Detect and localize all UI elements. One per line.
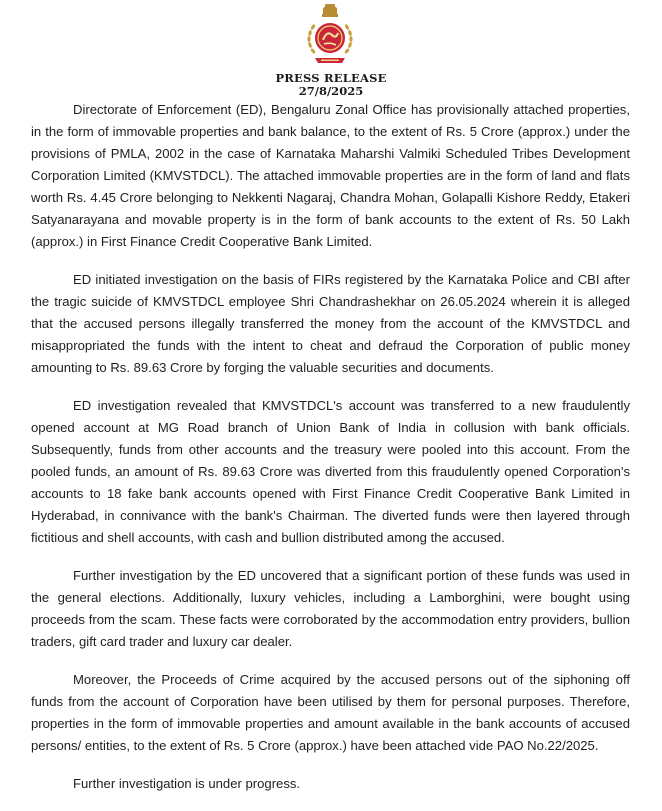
paragraph-further-investigation: Further investigation is under progress. xyxy=(73,776,301,791)
enforcement-directorate-emblem-icon xyxy=(301,2,359,68)
paragraph-proceeds-of-crime: Moreover, the Proceeds of Crime acquired by the accused persons out of the siphoning off funds from the account of Corporation have been utilised by them for personal purposes. Therefore, properties in the form of immovable properties and amount available in the bank accounts of accused persons/ entities, to the extent of Rs. 5 Crore (approx.) have been attached vide PAO No.22/2025. xyxy=(31,672,630,753)
press-release-title: PRESS RELEASE xyxy=(275,71,387,85)
paragraph-fund-diversion: ED investigation revealed that KMVSTDCL's account was transferred to a new fraudulently opened account at MG Road branch of Union Bank of India in collusion with bank officials. Subsequently, funds from other accounts and the treasury were pooled into this account. From the pooled funds, an amount of Rs. 89.63 Crore was diverted from this fraudulently opened Corporation's accounts to 18 fake bank accounts opened with First Finance Credit Cooperative Bank Limited in Hyderabad, in connivance with the bank's Chairman. The diverted funds were then layered through fictitious and shell accounts, with cash and bullion distributed among the accused. xyxy=(31,398,630,545)
paragraph-attachment-summary: Directorate of Enforcement (ED), Bengaluru Zonal Office has provisionally attached properties, in the form of immovable properties and bank balance, to the extent of Rs. 5 Crore (approx.) under the provisions of PMLA, 2002 in the case of Karnataka Maharshi Valmiki Scheduled Tribes Development Corporation Limited (KMVSTDCL). The attached immovable properties are in the form of land and flats worth Rs. 4.45 Crore belonging to Nekkenti Nagaraj, Chandra Mohan, Golapalli Kishore Reddy, Etakeri Satyanarayana and movable property is in the form of bank accounts to the extent of Rs. 50 Lakh (approx.) in First Finance Credit Cooperative Bank Limited. xyxy=(31,102,630,249)
paragraph-use-of-funds: Further investigation by the ED uncovered that a significant portion of these funds was used in the general elections. Additionally, luxury vehicles, including a Lamborghini, were bought using proceeds from the scam. These facts were corroborated by the accommodation entry providers, bullion traders, gift card trader and luxury car dealer. xyxy=(31,568,630,649)
press-release-body xyxy=(31,99,630,811)
paragraph-investigation-origin: ED initiated investigation on the basis of FIRs registered by the Karnataka Police and CBI after the tragic suicide of KMVSTDCL employee Shri Chandrashekhar on 26.05.2024 wherein it is alleged that the accused persons illegally transferred the money from the account of the KMVSTDCL and misappropriated the funds with the intent to cheat and defraud the Corporation of public money amounting to Rs. 89.63 Crore by forging the valuable securities and documents. xyxy=(31,272,630,375)
press-release-date: 27/8/2025 xyxy=(298,84,364,98)
